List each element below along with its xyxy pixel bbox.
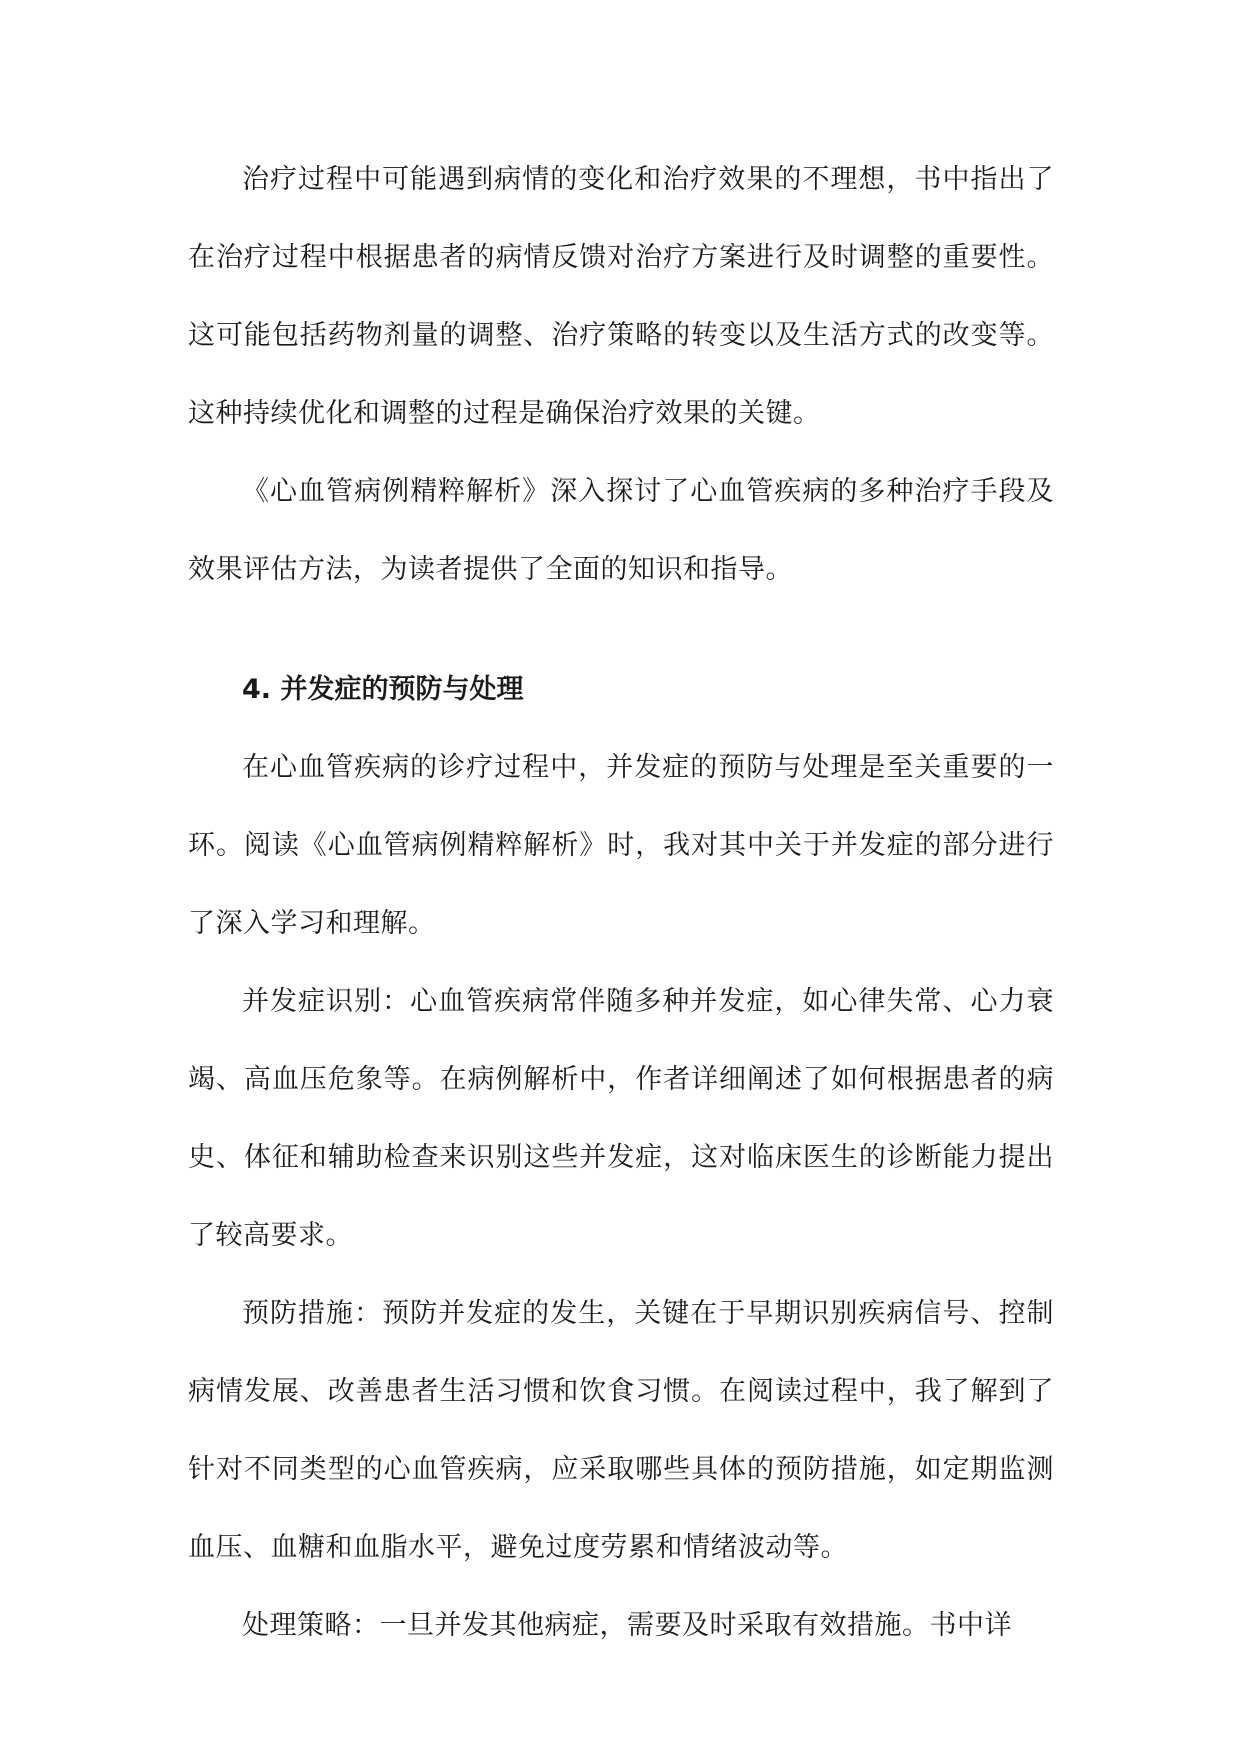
section-spacer <box>188 609 1054 651</box>
paragraph-complication-identification: 并发症识别：心血管疾病常伴随多种并发症，如心律失常、心力衰竭、高血压危象等。在病例解析中，作者详细阐述了如何根据患者的病史、体征和辅助检查来识别这些并发症，这对临床医生的诊断能力提出了较高要求。 <box>188 986 1054 1251</box>
document-page <box>188 141 1054 1665</box>
paragraph-treatment-strategy: 处理策略：一旦并发其他病症，需要及时采取有效措施。书中详 <box>242 1610 1012 1641</box>
paragraph-prevention-measures: 预防措施：预防并发症的发生，关键在于早期识别疾病信号、控制病情发展、改善患者生活习惯和饮食习惯。在阅读过程中，我了解到了针对不同类型的心血管疾病，应采取哪些具体的预防措施，如定期监测血压、血糖和血脂水平，避免过度劳累和情绪波动等。 <box>188 1298 1054 1563</box>
paragraph-treatment-adjustment: 治疗过程中可能遇到病情的变化和治疗效果的不理想，书中指出了在治疗过程中根据患者的病情反馈对治疗方案进行及时调整的重要性。这可能包括药物剂量的调整、治疗策略的转变以及生活方式的改变等。这种持续优化和调整的过程是确保治疗效果的关键。 <box>188 164 1054 429</box>
section-heading: 4. 并发症的预防与处理 <box>242 674 524 705</box>
paragraph-book-summary: 《心血管病例精粹解析》深入探讨了心血管疾病的多种治疗手段及效果评估方法，为读者提供了全面的知识和指导。 <box>188 476 1054 585</box>
paragraph-complications-intro: 在心血管疾病的诊疗过程中，并发症的预防与处理是至关重要的一环。阅读《心血管病例精粹解析》时，我对其中关于并发症的部分进行了深入学习和理解。 <box>188 752 1054 939</box>
